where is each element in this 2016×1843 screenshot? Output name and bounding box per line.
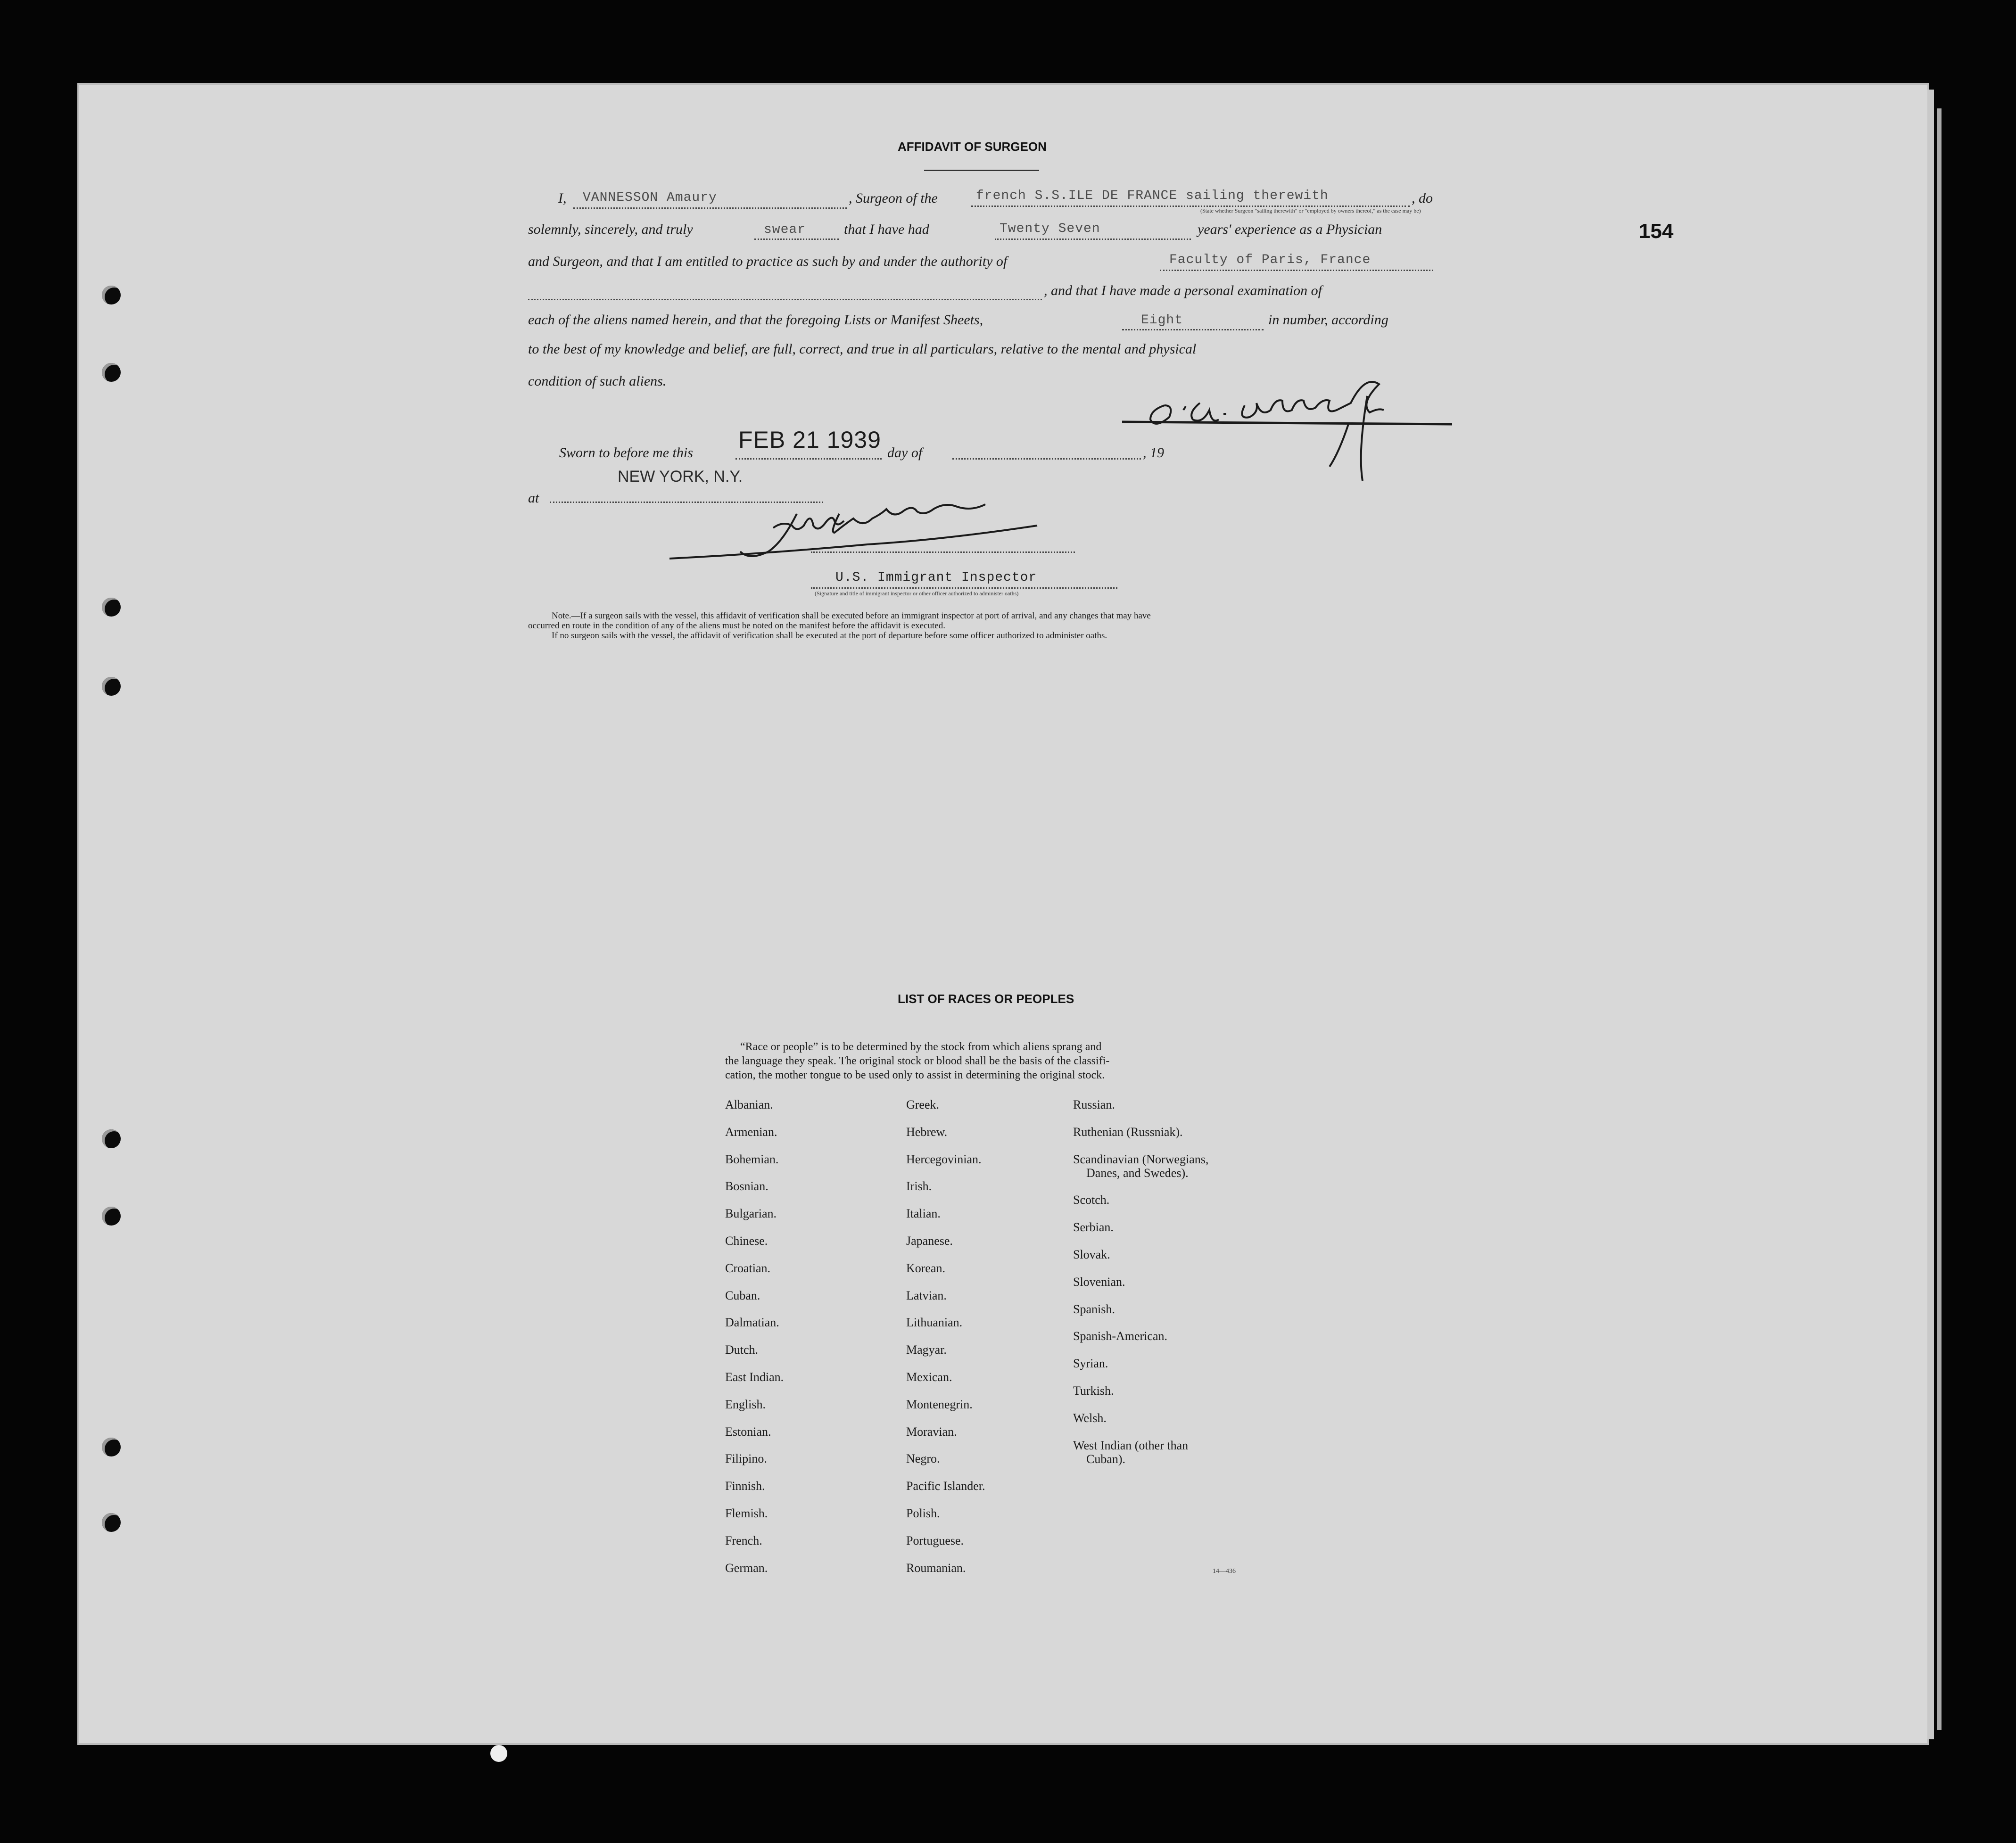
surgeon-signature <box>1122 377 1462 490</box>
race-item: Mexican. <box>906 1370 952 1384</box>
binder-hole <box>102 286 121 304</box>
affidavit-line6: to the best of my knowledge and belief, are full, correct, and true in all particulars, relative to the mental and physical <box>528 341 1197 357</box>
blank-line <box>735 458 882 460</box>
blank-line <box>528 299 1042 300</box>
affidavit-line5-a: each of the aliens named herein, and that the foregoing Lists or Manifest Sheets, <box>528 312 983 328</box>
practice-authority: Faculty of Paris, France <box>1169 253 1371 267</box>
race-item: Turkish. <box>1073 1383 1114 1398</box>
oath-type: swear <box>764 222 806 237</box>
day-of-label: day of <box>887 445 923 461</box>
sworn-label: Sworn to before me this <box>559 445 693 461</box>
affidavit-line1-a: I, <box>558 190 567 206</box>
affidavit-line1-c: , do <box>1412 190 1433 206</box>
race-item: Bosnian. <box>725 1179 768 1193</box>
inspector-title: U.S. Immigrant Inspector <box>835 570 1037 585</box>
races-column-3 <box>1073 1098 1208 1480</box>
race-item: Dalmatian. <box>725 1316 779 1330</box>
binder-hole <box>102 1438 121 1456</box>
years-experience: Twenty Seven <box>1000 222 1100 236</box>
blank-line <box>971 206 1410 207</box>
binder-hole <box>102 1207 121 1226</box>
blank-line <box>1122 329 1264 330</box>
blank-line <box>811 587 1117 589</box>
race-item: Greek. <box>906 1098 940 1111</box>
vessel-subcaption: (State whether Surgeon "sailing therewith" or "employed by owners thereof," as the case may be) <box>1200 207 1421 214</box>
affidavit-line2-c: years' experience as a Physician <box>1198 222 1382 237</box>
race-item: Armenian. <box>725 1125 777 1139</box>
race-item: Magyar. <box>906 1343 947 1357</box>
race-item: West Indian (other than <box>1073 1438 1189 1452</box>
race-item: Moravian. <box>906 1424 957 1439</box>
manifest-sheet-count: Eight <box>1141 313 1183 328</box>
affidavit-line2-a: solemnly, sincerely, and truly <box>528 222 693 237</box>
form-code: 14—436 <box>1213 1568 1236 1575</box>
race-item: English. <box>725 1397 766 1411</box>
race-item: Cuban. <box>725 1288 760 1302</box>
race-item: Flemish. <box>725 1506 768 1520</box>
race-item: Russian. <box>1073 1098 1115 1111</box>
races-title: LIST OF RACES OR PEOPLES <box>898 992 1074 1006</box>
affidavit-line3-a: and Surgeon, and that I am entitled to practice as such by and under the authority of <box>528 254 1008 269</box>
blank-line <box>573 207 847 209</box>
blank-line <box>952 458 1141 460</box>
races-intro-2: the language they speak. The original stock or blood shall be the basis of the classifi- <box>725 1055 1110 1067</box>
race-item: Korean. <box>906 1261 946 1275</box>
race-item: Negro. <box>906 1452 940 1466</box>
race-item: Bulgarian. <box>725 1207 777 1221</box>
blank-line <box>995 239 1191 240</box>
race-item: Albanian. <box>725 1098 773 1111</box>
inspector-subcaption: (Signature and title of immigrant inspector or other officer authorized to administer oaths) <box>815 590 1019 597</box>
race-item: Roumanian. <box>906 1561 966 1575</box>
race-item: Finnish. <box>725 1479 765 1493</box>
race-item: Latvian. <box>906 1288 947 1302</box>
blank-line <box>754 239 839 240</box>
race-item: Estonian. <box>725 1424 771 1439</box>
affidavit-line2-b: that I have had <box>844 222 929 237</box>
affidavit-line1-b: , Surgeon of the <box>849 190 938 206</box>
race-item: Scandinavian (Norwegians, <box>1073 1152 1209 1166</box>
race-item: Cuban). <box>1086 1452 1126 1466</box>
affidavit-title: AFFIDAVIT OF SURGEON <box>898 140 1047 154</box>
vessel-name: french S.S.ILE DE FRANCE sailing therewith <box>976 189 1329 203</box>
page-stack-edge <box>1937 108 1942 1730</box>
affidavit-line5-b: in number, according <box>1268 312 1388 328</box>
race-item: Scotch. <box>1073 1193 1110 1207</box>
race-item: Welsh. <box>1073 1411 1107 1425</box>
blank-line <box>1160 270 1433 271</box>
race-item: Croatian. <box>725 1261 771 1275</box>
race-item: Serbian. <box>1073 1220 1114 1234</box>
year-label: , 19 <box>1143 445 1164 461</box>
surgeon-name: VANNESSON Amaury <box>583 190 717 205</box>
race-item: Hebrew. <box>906 1125 948 1139</box>
race-item: Irish. <box>906 1179 932 1193</box>
affidavit-line4-a: , and that I have made a personal examination of <box>1044 283 1322 298</box>
inspector-signature <box>660 500 1141 570</box>
race-item: Hercegovinian. <box>906 1152 982 1166</box>
note-line-1: Note.—If a surgeon sails with the vessel, this affidavit of verification shall be executed before an immigrant inspector at port of arrival, and any changes that may have <box>552 611 1151 621</box>
race-item: Slovenian. <box>1073 1275 1125 1289</box>
race-item: Syrian. <box>1073 1357 1108 1371</box>
race-item: Filipino. <box>725 1452 767 1466</box>
page-number: 154 <box>1639 220 1674 243</box>
race-item: Portuguese. <box>906 1533 964 1547</box>
binder-hole <box>102 598 121 617</box>
punch-mark <box>490 1745 507 1762</box>
blank-line <box>811 551 1075 553</box>
place-stamp: NEW YORK, N.Y. <box>618 468 743 485</box>
sworn-date-stamp: FEB 21 1939 <box>738 427 881 453</box>
race-item: Italian. <box>906 1207 941 1221</box>
binder-hole <box>102 1513 121 1532</box>
binder-hole <box>102 677 121 696</box>
title-underline <box>924 170 1039 171</box>
at-label: at <box>528 490 539 506</box>
races-column-1 <box>725 1098 784 1588</box>
binder-hole <box>102 1129 121 1148</box>
race-item: Spanish-American. <box>1073 1329 1168 1343</box>
race-item: Dutch. <box>725 1343 759 1357</box>
race-item: East Indian. <box>725 1370 784 1384</box>
race-item: Pacific Islander. <box>906 1479 985 1493</box>
affidavit-line7: condition of such aliens. <box>528 373 667 389</box>
race-item: Bohemian. <box>725 1152 779 1166</box>
races-intro-1: “Race or people” is to be determined by the stock from which aliens sprang and <box>740 1041 1102 1053</box>
race-item: Polish. <box>906 1506 940 1520</box>
race-item: Spanish. <box>1073 1302 1115 1316</box>
race-item: Ruthenian (Russniak). <box>1073 1125 1183 1139</box>
note-line-3: If no surgeon sails with the vessel, the affidavit of verification shall be executed at the port of departure before some officer authorized to administer oaths. <box>552 631 1107 641</box>
race-item: Slovak. <box>1073 1247 1110 1261</box>
races-intro-3: cation, the mother tongue to be used only to assist in determining the original stock. <box>725 1069 1105 1081</box>
document-page <box>79 85 1927 1743</box>
race-item: French. <box>725 1533 762 1547</box>
binder-hole <box>102 363 121 382</box>
note-line-2: occurred en route in the condition of any of the aliens must be noted on the manifest before the affidavit is executed. <box>528 621 945 631</box>
race-item: German. <box>725 1561 768 1575</box>
race-item: Lithuanian. <box>906 1316 963 1330</box>
race-item: Chinese. <box>725 1234 768 1248</box>
race-item: Japanese. <box>906 1234 953 1248</box>
race-item: Montenegrin. <box>906 1397 973 1411</box>
race-item: Danes, and Swedes). <box>1086 1166 1189 1180</box>
page-stack-edge <box>1927 90 1934 1739</box>
races-column-2 <box>906 1098 985 1588</box>
